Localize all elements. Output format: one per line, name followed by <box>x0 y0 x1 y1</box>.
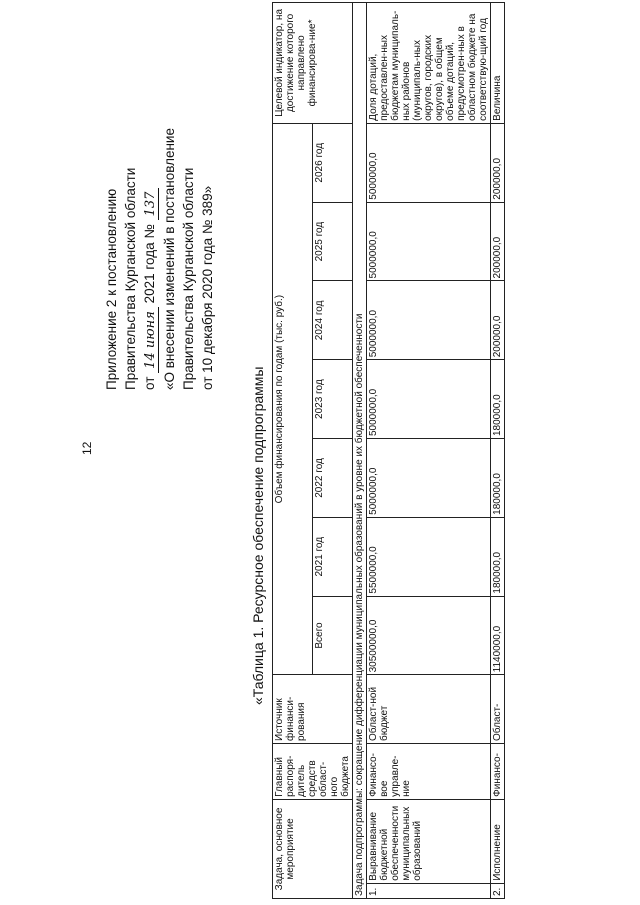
header-task: Задача, основное мероприятие <box>273 799 353 898</box>
resource-table <box>272 2 505 899</box>
row-name: Выравнивание бюджетной обеспеченности муниципальных образований <box>367 799 491 883</box>
appendix-header <box>102 10 217 390</box>
header-year-2026: 2026 год <box>313 123 353 202</box>
header-year-2021: 2021 год <box>313 517 353 596</box>
table-header-row-1 <box>273 3 313 899</box>
appendix-line-1: Приложение 2 к постановлению <box>104 188 119 390</box>
row-number: 2. <box>491 883 505 898</box>
header-year-2024: 2024 год <box>313 281 353 360</box>
row-source: Област-ной бюджет <box>367 675 491 744</box>
row-value-2024: 5000000,0 <box>367 281 491 360</box>
appendix-date-mid: 2021 года № <box>142 224 157 304</box>
header-manager: Главный распоря-дитель средств област-ного бюджета <box>273 743 353 799</box>
row-total: 1140000,0 <box>491 596 505 675</box>
row-total: 30500000,0 <box>367 596 491 675</box>
row-value-2022: 5000000,0 <box>367 439 491 518</box>
row-number: 1. <box>367 883 491 898</box>
row-manager: Финансо- <box>491 743 505 799</box>
row-source: Област- <box>491 675 505 744</box>
table-row <box>367 3 491 899</box>
table-row <box>491 3 505 899</box>
row-value-2021: 5500000,0 <box>367 517 491 596</box>
row-value-2023: 180000,0 <box>491 360 505 439</box>
row-name: Исполнение <box>491 799 505 883</box>
row-value-2026: 5000000,0 <box>367 123 491 202</box>
appendix-date-prefix: от <box>142 376 157 390</box>
appendix-line-6: от 10 декабря 2020 года № 389» <box>200 185 215 390</box>
row-value-2026: 200000,0 <box>491 123 505 202</box>
appendix-line-3 <box>140 10 160 390</box>
appendix-date-day: 14 июня <box>143 307 159 373</box>
row-value-2024: 200000,0 <box>491 281 505 360</box>
page-number: 12 <box>80 441 94 455</box>
row-value-2022: 180000,0 <box>491 439 505 518</box>
row-manager: Финансо-вое управле-ние <box>367 743 491 799</box>
row-indicator: Величина <box>491 3 505 124</box>
appendix-line-4: «О внесении изменений в постановление <box>162 128 177 390</box>
row-indicator: Доля дотаций, предоставлен-ных бюджетам муниципаль-ных районов (муниципаль-ных округов, городских округов), в общем объеме дотаций, предусмотрен-ных в областном бюджете на соответствую-щий год <box>367 3 491 124</box>
header-source: Источник финанси-рования <box>273 675 353 744</box>
table-title: «Таблица 1. Ресурсное обеспечение подпрограммы <box>250 366 266 705</box>
row-value-2025: 200000,0 <box>491 202 505 281</box>
row-value-2025: 5000000,0 <box>367 202 491 281</box>
header-indicator: Целевой индикатор, на достижение которого направлено финансирова-ние* <box>273 3 353 124</box>
header-year-2022: 2022 год <box>313 439 353 518</box>
header-year-2023: 2023 год <box>313 360 353 439</box>
header-volume: Объем финансирования по годам (тыс. руб.) <box>273 123 313 675</box>
row-value-2021: 180000,0 <box>491 517 505 596</box>
appendix-decree-number: 137 <box>143 188 159 221</box>
row-value-2023: 5000000,0 <box>367 360 491 439</box>
task-row <box>353 3 367 899</box>
appendix-line-2: Правительства Курганской области <box>123 167 138 390</box>
header-year-2025: 2025 год <box>313 202 353 281</box>
appendix-line-5: Правительства Курганской области <box>181 167 196 390</box>
header-total: Всего <box>313 596 353 675</box>
task-description: Задача подпрограммы: сокращение дифференциации муниципальных образований в уровне их бюджетной обеспеченности <box>353 3 367 899</box>
